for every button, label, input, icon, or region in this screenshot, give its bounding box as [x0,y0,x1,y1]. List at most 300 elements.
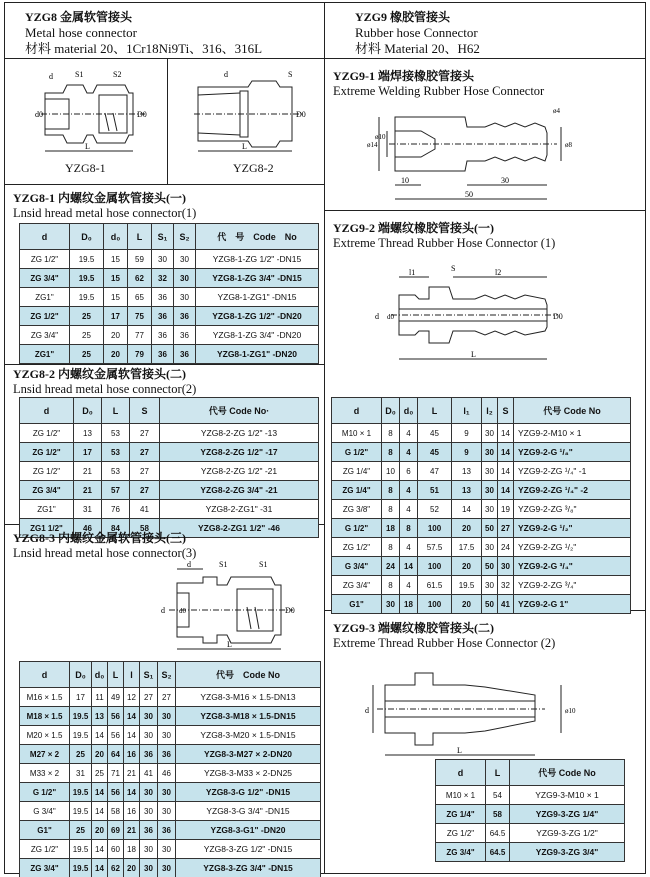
table-row [20,688,321,707]
table-cell: 64.5 [486,843,510,862]
dim-label: S1 [259,560,268,569]
table-cell: 27 [130,462,160,481]
table-cell: 15 [104,269,128,288]
table-cell: 30 [158,726,176,745]
code-cell: YZG8-1-ZG1" -DN15 [196,288,319,307]
table-cell: 20 [452,595,482,614]
table-cell: ZG1" [20,345,70,364]
table-cell: ZG 3/4" [20,481,74,500]
table-cell: 16 [124,745,140,764]
yzg9-1-section [325,59,645,211]
yzg8-2-title-cn: YZG8-2 内螺纹金属软管接头(二) [13,367,186,381]
dim-label: d [365,706,369,715]
dim-label: L [227,640,232,649]
table-cell: 20 [92,821,108,840]
table-cell: 100 [418,595,452,614]
table-cell: 21 [74,462,102,481]
table-cell: 56 [108,726,124,745]
code-cell: YZG8-1-ZG 1/2" -DN20 [196,307,319,326]
table-cell: 14 [92,802,108,821]
table-cell: 30 [140,726,158,745]
table-cell: 25 [70,326,104,345]
table-cell: 19.5 [70,288,104,307]
yzg9-2-title-cn: YZG9-2 端螺纹橡胶管接头(一) [333,221,494,235]
table-row [436,786,625,805]
column-header: S₁ [152,224,174,250]
table-cell: 13 [92,707,108,726]
column-header: S₂ [174,224,196,250]
dim-label: L [471,350,476,359]
table-cell: 14 [92,840,108,859]
table-cell: ZG 3/4" [332,576,382,595]
yzg8-2-table [19,397,319,538]
column-header: L [108,662,124,688]
table-cell: 19.5 [70,840,92,859]
table-cell: 36 [174,307,196,326]
code-cell: YZG9-2-M10 × 1 [514,424,631,443]
table-cell: 47 [418,462,452,481]
table-cell: G 1/2" [332,519,382,538]
dim-label: d [375,312,379,321]
table-row [20,288,319,307]
code-cell: YZG8-3-G 3/4" -DN15 [176,802,321,821]
table-cell: 24 [498,538,514,557]
table-row [20,345,319,364]
code-cell: YZG9-3-ZG 1/2" [510,824,625,843]
table-cell: 17 [74,443,102,462]
code-cell: YZG9-2-ZG ¹/₂" [514,538,631,557]
table-cell: 60 [108,840,124,859]
table-cell: ZG 1/4" [332,462,382,481]
table-cell: 41 [140,764,158,783]
table-cell: 27 [158,688,176,707]
table-cell: 30 [174,288,196,307]
table-cell: 13 [452,481,482,500]
column-header: 代号 Code No· [160,398,319,424]
code-cell: YZG8-1-ZG 3/4" -DN15 [196,269,319,288]
table-cell: ZG 3/4" [20,269,70,288]
dim-label: L [457,746,462,755]
column-header: d [20,398,74,424]
table-cell: 14 [498,481,514,500]
table-cell: 59 [128,250,152,269]
yzg9-1-title-en: Extreme Welding Rubber Hose Connector [333,84,545,98]
table-cell: 14 [92,726,108,745]
table-cell: 31 [74,500,102,519]
table-cell: ZG 1/2" [20,250,70,269]
table-cell: 30 [158,707,176,726]
column-header: l [124,662,140,688]
table-cell: 49 [108,688,124,707]
yzg9-2-section [325,211,645,611]
dim-label: 50 [465,190,473,199]
table-cell: 21 [124,821,140,840]
table-cell: 57 [102,481,130,500]
table-row [20,707,321,726]
table-cell: 8 [382,538,400,557]
table-cell: 41 [130,500,160,519]
table-cell: 17 [104,307,128,326]
table-row [436,805,625,824]
table-cell: 79 [128,345,152,364]
table-cell: 36 [140,745,158,764]
table-cell: 25 [70,345,104,364]
code-cell: YZG8-1-ZG 3/4" -DN20 [196,326,319,345]
code-cell: YZG8-1-ZG1" -DN20 [196,345,319,364]
table-cell: M10 × 1 [436,786,486,805]
column-header: L [128,224,152,250]
yzg8-3-drawing [155,557,305,652]
table-cell: 36 [174,345,196,364]
table-cell: 30 [482,576,498,595]
table-cell: 19.5 [70,726,92,745]
code-cell: YZG8-3-G1" -DN20 [176,821,321,840]
table-cell: 61.5 [418,576,452,595]
table-cell: 54 [486,786,510,805]
table-cell: 20 [92,745,108,764]
table-cell: M20 × 1.5 [20,726,70,745]
table-cell: ZG 1/2" [332,538,382,557]
catalog-page [4,2,646,874]
table-cell: 9 [452,424,482,443]
code-cell: YZG8-3-M18 × 1.5-DN15 [176,707,321,726]
code-cell: YZG9-2-G ³/₄" [514,557,631,576]
column-header: d [20,662,70,688]
table-cell: 19.5 [452,576,482,595]
table-cell: 14 [498,462,514,481]
table-cell: 19.5 [70,783,92,802]
table-cell: G1" [20,821,70,840]
table-row [332,443,631,462]
code-cell: YZG8-3-M33 × 2-DN25 [176,764,321,783]
table-cell: G 1/2" [20,783,70,802]
table-cell: M18 × 1.5 [20,707,70,726]
code-cell: YZG9-2-G ¹/₂" [514,519,631,538]
table-cell: ZG 1/2" [436,824,486,843]
code-cell: YZG9-2-ZG ¹/₄" -2 [514,481,631,500]
table-row [20,783,321,802]
table-cell: 31 [70,764,92,783]
table-cell: 36 [158,745,176,764]
table-row [436,824,625,843]
table-header-row [436,760,625,786]
table-row [332,481,631,500]
table-row [20,764,321,783]
table-header-row [332,398,631,424]
table-cell: 27 [140,688,158,707]
table-cell: 20 [104,326,128,345]
table-cell: ZG 3/4" [20,859,70,877]
table-cell: 30 [174,250,196,269]
dim-label: d [187,560,191,569]
table-header-row [20,662,321,688]
table-cell: 27 [498,519,514,538]
table-cell: 4 [400,481,418,500]
dim-label: L [242,142,247,151]
dim-label: S [451,264,456,273]
table-cell: 71 [108,764,124,783]
table-cell: 30 [482,500,498,519]
table-row [20,821,321,840]
yzg9-header [325,3,645,59]
column-header: S₂ [158,662,176,688]
table-cell: ZG1" [20,288,70,307]
column-header: 代号 Code No [510,760,625,786]
table-cell: ZG 1/2" [20,424,74,443]
table-cell: 21 [74,481,102,500]
dim-label: l1 [409,268,416,277]
code-cell: YZG8-2-ZG1" -31 [160,500,319,519]
table-cell: 20 [452,557,482,576]
table-cell: G 3/4" [332,557,382,576]
table-cell: 45 [418,443,452,462]
table-cell: 8 [382,500,400,519]
table-row [20,250,319,269]
column-header: d₀ [92,662,108,688]
table-cell: 14 [124,783,140,802]
yzg9-3-section [325,611,645,875]
table-row [20,269,319,288]
table-cell: 65 [128,288,152,307]
table-cell: 69 [108,821,124,840]
table-cell: 6 [400,462,418,481]
table-cell: 14 [452,500,482,519]
dim-label: d [49,72,53,81]
table-row [20,481,319,500]
code-cell: YZG8-3-M16 × 1.5-DN13 [176,688,321,707]
yzg9-2-table [331,397,631,614]
table-cell: G1" [332,595,382,614]
table-cell: 4 [400,424,418,443]
yzg8-1-caption: YZG8-1 [65,161,106,175]
table-cell: 4 [400,538,418,557]
table-cell: 30 [140,840,158,859]
table-cell: 64.5 [486,824,510,843]
table-cell: 27 [130,443,160,462]
table-cell: 30 [482,443,498,462]
table-cell: ZG1 1/2" [20,519,74,538]
table-cell: 19.5 [70,269,104,288]
table-cell: 14 [92,859,108,877]
table-cell: 30 [482,462,498,481]
table-cell: 62 [128,269,152,288]
code-cell: YZG9-2-ZG ¹/₄" -1 [514,462,631,481]
code-cell: YZG9-2-G 1" [514,595,631,614]
column-header: S [498,398,514,424]
code-cell: YZG8-2-ZG1 1/2" -46 [160,519,319,538]
code-cell: YZG8-3-ZG 1/2" -DN15 [176,840,321,859]
yzg9-3-title-cn: YZG9-3 端螺纹橡胶管接头(二) [333,621,494,635]
table-cell: 18 [400,595,418,614]
table-cell: 25 [70,821,92,840]
dim-label: ø4 [553,107,560,115]
yzg9-2-title-en: Extreme Thread Rubber Hose Connector (1) [333,236,556,250]
table-cell: 30 [140,783,158,802]
table-cell: 15 [104,250,128,269]
table-cell: 30 [158,783,176,802]
code-cell: YZG9-3-ZG 3/4" [510,843,625,862]
dim-label: S1 [75,70,84,79]
yzg8-3-section [5,525,324,875]
yzg8-2-title-en: Lnsid hread metal hose connector(2) [13,382,197,396]
table-cell: 53 [102,424,130,443]
table-cell: ZG 1/4" [332,481,382,500]
column-header: S [130,398,160,424]
yzg8-1-section [5,185,324,365]
table-cell: 10 [382,462,400,481]
table-cell: ZG 3/8" [332,500,382,519]
yzg8-drawings [5,59,324,185]
table-cell: 15 [104,288,128,307]
column-header: D₀ [74,398,102,424]
table-cell: 14 [124,726,140,745]
dim-label: S2 [113,70,122,79]
yzg8-title-en: Metal hose connector [25,25,137,40]
table-cell: 12 [124,688,140,707]
table-cell: 100 [418,557,452,576]
table-cell: 36 [152,326,174,345]
code-cell: YZG8-3-G 1/2" -DN15 [176,783,321,802]
code-cell: YZG9-2-ZG ³/₄" [514,576,631,595]
dim-label: 30 [501,176,509,185]
table-cell: 20 [452,519,482,538]
table-cell: 14 [498,424,514,443]
table-cell: 36 [152,307,174,326]
table-cell: 36 [152,345,174,364]
table-cell: 19.5 [70,802,92,821]
column-header: l₂ [482,398,498,424]
column-header: D₀ [70,224,104,250]
table-cell: M27 × 2 [20,745,70,764]
table-cell: 8 [400,519,418,538]
code-cell: YZG8-2-ZG 1/2" -13 [160,424,319,443]
yzg8-material: 材料 material 20、1Cr18Ni9Ti、316、316L [25,41,263,56]
table-cell: 30 [174,269,196,288]
table-cell: 77 [128,326,152,345]
yzg8-header [5,3,324,59]
table-cell: 20 [124,859,140,877]
dim-label: D0 [553,312,563,321]
table-cell: G 1/2" [332,443,382,462]
code-cell: YZG9-2-ZG ³/₈" [514,500,631,519]
table-cell: 30 [140,802,158,821]
table-cell: 8 [382,424,400,443]
table-cell: 30 [382,595,400,614]
yzg8-2-drawing [168,65,326,160]
table-cell: 4 [400,500,418,519]
yzg8-3-title-cn: YZG8-3 内螺纹金属软管接头(三) [13,531,186,545]
table-cell: M33 × 2 [20,764,70,783]
table-row [332,538,631,557]
yzg8-1-title-cn: YZG8-1 内螺纹金属软管接头(一) [13,191,186,205]
table-row [332,500,631,519]
table-row [332,519,631,538]
yzg8-3-table [19,661,321,877]
table-cell: 36 [158,821,176,840]
column-header: L [102,398,130,424]
table-cell: 50 [482,595,498,614]
table-cell: 27 [130,481,160,500]
column-header: d [20,224,70,250]
table-cell: 25 [70,745,92,764]
column-header: 代号 Code No [176,662,321,688]
code-cell: YZG8-3-ZG 3/4" -DN15 [176,859,321,877]
yzg9-1-title-cn: YZG9-1 端焊接橡胶管接头 [333,69,475,83]
dim-label: 10 [401,176,409,185]
table-cell: 53 [102,462,130,481]
table-cell: M10 × 1 [332,424,382,443]
yzg9-3-title-en: Extreme Thread Rubber Hose Connector (2) [333,636,556,650]
table-cell: 19 [498,500,514,519]
table-row [436,843,625,862]
column-header: d₀ [104,224,128,250]
table-cell: 36 [140,821,158,840]
table-cell: 27 [130,424,160,443]
code-cell: YZG9-2-G ¹/₈" [514,443,631,462]
table-cell: ZG 1/2" [20,462,74,481]
code-cell: YZG9-3-ZG 1/4" [510,805,625,824]
table-cell: 53 [102,443,130,462]
table-cell: ZG 1/2" [20,443,74,462]
table-row [20,840,321,859]
dim-label: ø14 [367,141,378,149]
column-header: l₁ [452,398,482,424]
table-cell: 30 [482,481,498,500]
table-cell: ZG 1/2" [20,307,70,326]
code-cell: YZG8-2-ZG 3/4" -21 [160,481,319,500]
table-row [20,745,321,764]
table-row [20,859,321,877]
table-cell: 45 [418,424,452,443]
table-cell: 46 [74,519,102,538]
dim-label: d [224,70,228,79]
table-cell: 75 [128,307,152,326]
yzg9-material: 材料 Material 20、H62 [355,41,480,56]
table-header-row [20,398,319,424]
table-cell: 30 [152,250,174,269]
table-header-row [20,224,319,250]
yzg8-2-caption: YZG8-2 [233,161,274,175]
yzg9-column [325,3,645,873]
table-cell: 8 [382,576,400,595]
code-cell: YZG8-3-M27 × 2-DN20 [176,745,321,764]
yzg9-3-table [435,759,625,862]
yzg8-column [5,3,325,873]
code-cell: YZG8-2-ZG 1/2" -17 [160,443,319,462]
yzg8-3-title-en: Lnsid hread metal hose connector(3) [13,546,197,560]
table-cell: 51 [418,481,452,500]
table-cell: 56 [108,783,124,802]
table-cell: 36 [174,326,196,345]
dim-label: D0 [137,110,147,119]
code-cell: YZG9-3-M10 × 1 [510,786,625,805]
table-cell: 18 [124,840,140,859]
table-cell: 19.5 [70,859,92,877]
table-cell: 30 [482,538,498,557]
table-cell: 9 [452,443,482,462]
table-cell: 14 [124,707,140,726]
column-header: 代号 Code No [514,398,631,424]
column-header: d [436,760,486,786]
table-cell: 19.5 [70,250,104,269]
table-cell: 32 [152,269,174,288]
table-cell: ZG 3/4" [436,843,486,862]
dim-label: D0 [296,110,306,119]
table-cell: 52 [418,500,452,519]
table-cell: 4 [400,443,418,462]
table-cell: 21 [124,764,140,783]
dim-label: L [85,142,90,151]
